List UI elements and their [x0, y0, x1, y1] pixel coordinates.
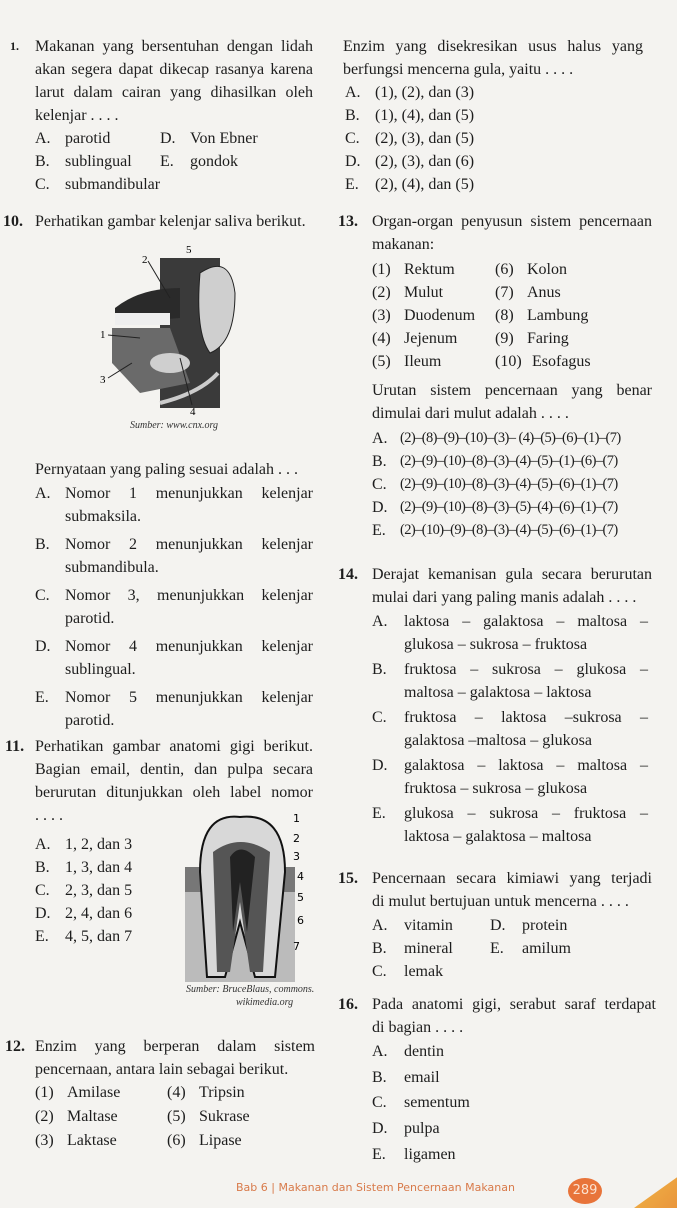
list-item-number: (3): [35, 1132, 54, 1149]
question-number: 12.: [5, 1038, 25, 1055]
list-item-number: (5): [167, 1108, 186, 1125]
option-text: email: [404, 1068, 440, 1086]
option-text: pulpa: [404, 1120, 440, 1138]
option-letter: A.: [345, 84, 361, 101]
option-text: 1, 3, dan 4: [65, 859, 133, 876]
svg-text:3: 3: [100, 374, 106, 386]
option-text: ligamen: [404, 1145, 456, 1163]
option-letter: B.: [35, 859, 50, 876]
option-letter: C.: [372, 1094, 387, 1112]
option-text: maltosa – galaktosa – laktosa: [404, 684, 592, 701]
option-text: laktosa – galaktosa – maltosa –: [404, 613, 648, 630]
option-text: (2), (3), dan (6): [375, 153, 475, 170]
option-letter: B.: [35, 536, 50, 553]
option-text: parotid: [65, 130, 111, 147]
list-item-number: (1): [35, 1084, 54, 1101]
option-letter: E.: [490, 940, 504, 957]
option-letter: D.: [35, 905, 51, 922]
option-letter: A.: [372, 613, 388, 630]
question-stem-line: Bagian email, dentin, dan pulpa secara: [35, 761, 313, 778]
option-text: Nomor 3, menunjukkan kelenjar: [65, 587, 313, 604]
option-letter: C.: [372, 476, 387, 493]
option-text: glukosa – sukrosa – fruktosa: [404, 636, 588, 653]
list-item-number: (7): [495, 284, 514, 301]
option-letter: E.: [372, 805, 386, 822]
list-item-number: (5): [372, 353, 391, 370]
option-text: (1), (2), dan (3): [375, 84, 475, 101]
question-stem-line: Enzim yang disekresikan usus halus yang: [343, 38, 643, 55]
list-item-text: Laktase: [67, 1132, 117, 1149]
question-stem-line: berurutan ditunjukkan oleh label nomor: [35, 784, 313, 801]
figure-source: Sumber: BruceBlaus, commons.: [186, 984, 315, 995]
option-letter: B.: [35, 153, 50, 170]
question-text: Pernyataan yang paling sesuai adalah . . .: [35, 461, 299, 478]
figure-source: wikimedia.org: [236, 997, 294, 1008]
option-letter: B.: [372, 1068, 387, 1086]
option-letter: B.: [345, 107, 360, 124]
option-text: fruktosa – sukrosa – glukosa –: [404, 661, 648, 678]
list-item-text: Jejenum: [404, 330, 458, 347]
question-number: 11.: [5, 738, 25, 755]
svg-text:2: 2: [293, 832, 300, 845]
option-text: fruktosa – laktosa –sukrosa –: [404, 709, 648, 726]
option-text: (2), (4), dan (5): [375, 176, 475, 193]
option-letter: D.: [345, 153, 361, 170]
option-text: Nomor 2 menunjukkan kelenjar: [65, 536, 313, 553]
question-stem-line: Urutan sistem pencernaan yang benar: [372, 382, 652, 399]
figure-source: Sumber: www.cnx.org: [130, 420, 219, 431]
option-text: (2), (3), dan (5): [375, 130, 475, 147]
option-text: amilum: [522, 940, 571, 957]
option-text: protein: [522, 917, 568, 934]
option-text: submaksila.: [65, 508, 141, 525]
option-text: 1, 2, dan 3: [65, 836, 133, 853]
option-letter: D.: [372, 499, 388, 516]
list-item-number: (4): [372, 330, 391, 347]
option-letter: A.: [372, 1043, 388, 1060]
option-text: (1), (4), dan (5): [375, 107, 475, 124]
list-item-text: Lipase: [199, 1132, 242, 1149]
salivary-gland-figure: [100, 243, 270, 418]
option-letter: D.: [372, 1120, 388, 1138]
footer-chapter: Bab 6 | Makanan dan Sistem Pencernaan Makanan: [236, 1181, 515, 1194]
option-letter: A.: [35, 836, 51, 853]
list-item-number: (4): [167, 1084, 186, 1101]
option-text: dentin: [404, 1043, 444, 1060]
question-stem-line: larut dalam cairan yang dihasilkan oleh: [35, 84, 313, 101]
question-number: 13.: [338, 213, 358, 230]
option-letter: C.: [372, 709, 387, 726]
option-text: Nomor 4 menunjukkan kelenjar: [65, 638, 313, 655]
list-item-text: Kolon: [527, 261, 567, 278]
option-letter: A.: [372, 430, 388, 447]
option-letter: E.: [35, 689, 49, 706]
question-stem-line: di mulut bertujuan untuk mencerna . . . .: [372, 893, 629, 910]
svg-text:5: 5: [297, 891, 304, 904]
question-stem-line: Enzim yang berperan dalam sistem: [35, 1038, 315, 1055]
option-text: (2)–(9)–(10)–(8)–(3)–(4)–(5)–(1)–(6)–(7): [400, 453, 618, 469]
list-item-text: Faring: [527, 330, 569, 347]
option-text: (2)–(9)–(10)–(8)–(3)–(5)–(4)–(6)–(1)–(7): [400, 499, 618, 515]
list-item-text: Duodenum: [404, 307, 476, 324]
list-item-number: (1): [372, 261, 391, 278]
question-stem-line: pencernaan, antara lain sebagai berikut.: [35, 1061, 289, 1078]
option-letter: B.: [372, 661, 387, 678]
list-item-number: (8): [495, 307, 514, 324]
svg-text:1: 1: [293, 812, 300, 825]
option-letter: D.: [35, 638, 51, 655]
option-letter: A.: [372, 917, 388, 934]
option-letter: D.: [490, 917, 506, 934]
option-letter: E.: [372, 522, 386, 539]
svg-text:5: 5: [186, 244, 192, 256]
list-item-number: (6): [167, 1132, 186, 1149]
option-letter: E.: [345, 176, 359, 193]
option-text: laktosa – galaktosa – maltosa: [404, 828, 592, 845]
option-text: Von Ebner: [190, 130, 258, 147]
question-number: 14.: [338, 566, 358, 583]
option-letter: B.: [372, 453, 387, 470]
option-text: 4, 5, dan 7: [65, 928, 133, 945]
option-letter: D.: [372, 757, 388, 774]
tooth-anatomy-figure: [185, 812, 315, 982]
question-stem-line: mulai dari yang paling manis adalah . . . .: [372, 589, 637, 606]
option-text: sementum: [404, 1094, 470, 1112]
option-letter: B.: [372, 940, 387, 957]
option-letter: E.: [35, 928, 49, 945]
svg-text:7: 7: [293, 940, 300, 953]
question-number: 1.: [10, 39, 19, 53]
question-stem-line: . . . .: [35, 807, 63, 824]
list-item-number: (2): [35, 1108, 54, 1125]
list-item-text: Maltase: [67, 1108, 118, 1125]
question-stem-line: Pencernaan secara kimiawi yang terjadi: [372, 870, 652, 887]
option-text: vitamin: [404, 917, 453, 934]
option-letter: C.: [35, 882, 50, 899]
option-text: sublingual: [65, 153, 132, 170]
list-item-number: (3): [372, 307, 391, 324]
question-stem-line: makanan:: [372, 236, 435, 253]
option-text: (2)–(9)–(10)–(8)–(3)–(4)–(5)–(6)–(1)–(7): [400, 476, 618, 492]
list-item-text: Amilase: [67, 1084, 121, 1101]
option-text: galaktosa – laktosa – maltosa –: [404, 757, 648, 774]
option-text: parotid.: [65, 610, 115, 627]
option-text: parotid.: [65, 712, 115, 729]
option-text: glukosa – sukrosa – fruktosa –: [404, 805, 648, 822]
svg-text:4: 4: [190, 406, 196, 418]
list-item-text: Esofagus: [532, 353, 591, 370]
question-number: 16.: [338, 996, 358, 1013]
option-text: gondok: [190, 153, 238, 170]
question-stem-line: Makanan yang bersentuhan dengan lidah: [35, 38, 313, 55]
option-text: fruktosa – sukrosa – glukosa: [404, 780, 588, 797]
list-item-number: (9): [495, 330, 514, 347]
svg-text:1: 1: [100, 329, 106, 341]
option-text: sublingual.: [65, 661, 136, 678]
question-stem-line: berfungsi mencerna gula, yaitu . . . .: [343, 61, 574, 78]
list-item-number: (2): [372, 284, 391, 301]
list-item-text: Ileum: [404, 353, 442, 370]
question-stem-line: di bagian . . . .: [372, 1019, 464, 1036]
option-text: submandibular: [65, 176, 161, 193]
question-stem-line: Perhatikan gambar anatomi gigi berikut.: [35, 738, 313, 755]
page-number-badge: 289: [568, 1178, 602, 1204]
option-letter: A.: [35, 130, 51, 147]
question-stem-line: Organ-organ penyusun sistem pencernaan: [372, 213, 652, 230]
svg-text:6: 6: [297, 914, 304, 927]
option-text: 2, 3, dan 5: [65, 882, 133, 899]
option-letter: D.: [160, 130, 176, 147]
list-item-number: (6): [495, 261, 514, 278]
option-text: submandibula.: [65, 559, 159, 576]
corner-decoration: [610, 1168, 677, 1208]
option-letter: C.: [345, 130, 360, 147]
list-item-text: Anus: [527, 284, 561, 301]
list-item-text: Mulut: [404, 284, 444, 301]
question-stem-line: Derajat kemanisan gula secara berurutan: [372, 566, 652, 583]
option-letter: E.: [372, 1145, 386, 1163]
option-letter: C.: [372, 963, 387, 980]
list-item-text: Sukrase: [199, 1108, 250, 1125]
question-number: 15.: [338, 870, 358, 887]
option-letter: A.: [35, 485, 51, 502]
list-item-number: (10): [495, 353, 522, 370]
option-letter: E.: [160, 153, 174, 170]
option-text: galaktosa –maltosa – glukosa: [404, 732, 592, 749]
option-text: Nomor 1 menunjukkan kelenjar: [65, 485, 313, 502]
question-stem-line: Pada anatomi gigi, serabut saraf terdapat: [372, 996, 656, 1013]
option-letter: C.: [35, 587, 50, 604]
question-stem-line: dimulai dari mulut adalah . . . .: [372, 405, 569, 422]
question-stem-line: Perhatikan gambar kelenjar saliva berikut.: [35, 213, 306, 230]
option-text: mineral: [404, 940, 453, 957]
option-text: (2)–(10)–(9)–(8)–(3)–(4)–(5)–(6)–(1)–(7): [400, 522, 618, 538]
list-item-text: Tripsin: [199, 1084, 245, 1101]
list-item-text: Lambung: [527, 307, 589, 324]
svg-text:4: 4: [297, 870, 304, 883]
question-stem-line: akan segera dapat dikecap rasanya karena: [35, 61, 313, 78]
option-letter: C.: [35, 176, 50, 193]
option-text: Nomor 5 menunjukkan kelenjar: [65, 689, 313, 706]
list-item-text: Rektum: [404, 261, 455, 278]
svg-text:3: 3: [293, 850, 300, 863]
question-number: 10.: [3, 213, 23, 230]
svg-text:2: 2: [142, 254, 148, 266]
question-stem-line: kelenjar . . . .: [35, 107, 119, 124]
option-text: lemak: [404, 963, 444, 980]
option-text: (2)–(8)–(9)–(10)–(3)– (4)–(5)–(6)–(1)–(7): [400, 430, 621, 446]
option-text: 2, 4, dan 6: [65, 905, 133, 922]
